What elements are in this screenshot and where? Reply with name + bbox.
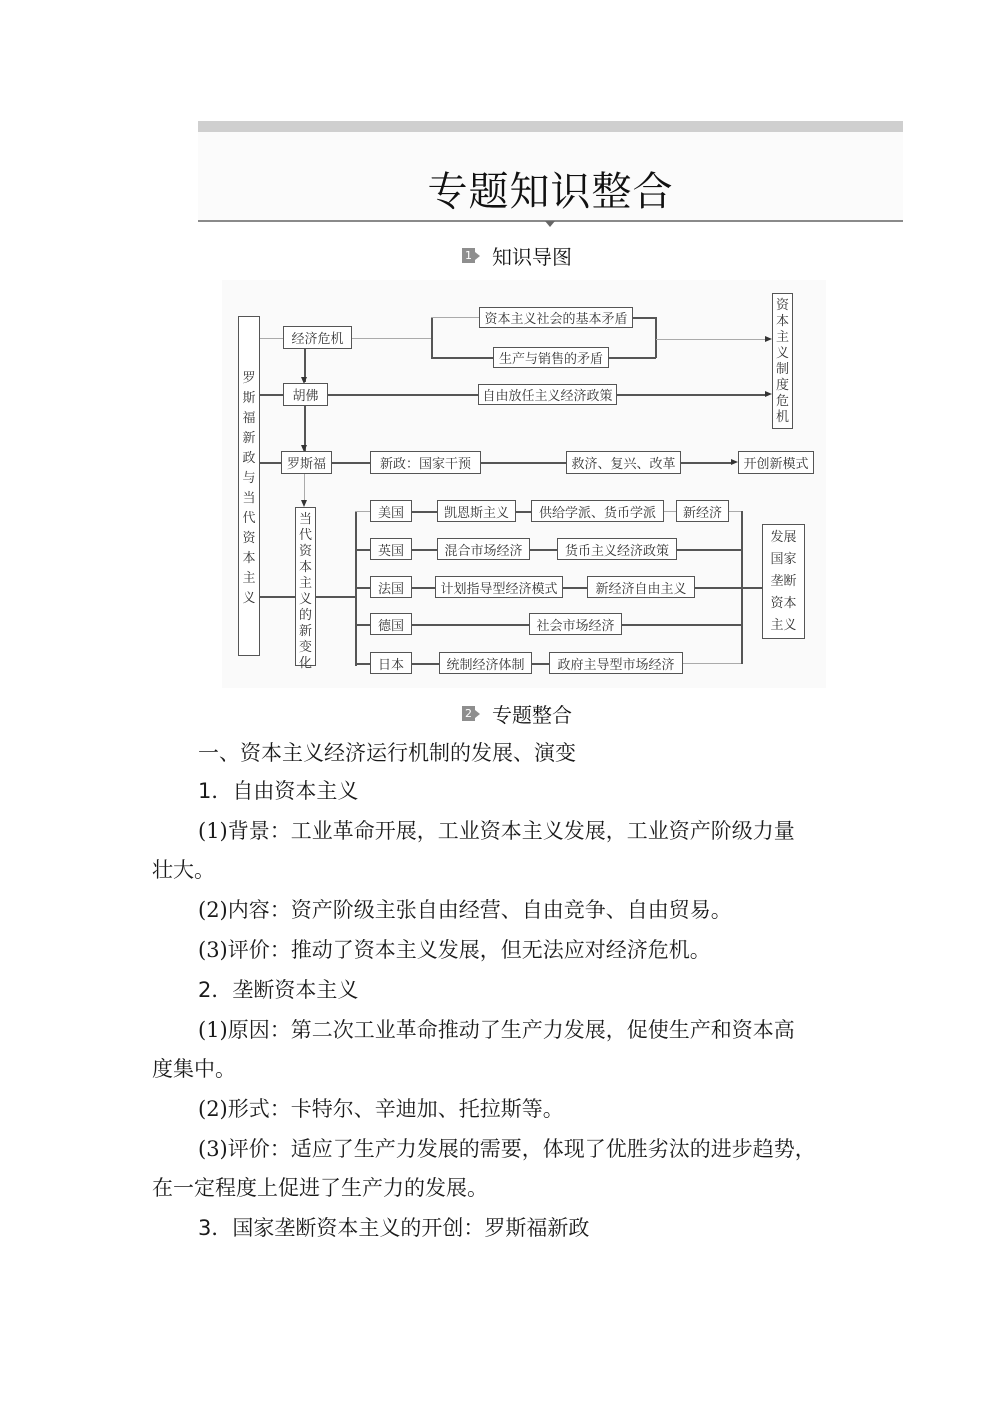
node-controlled-economy xyxy=(439,652,532,674)
arrow-down-icon xyxy=(301,500,307,507)
node-country-usa xyxy=(370,500,412,522)
node-state-monopoly-capitalism xyxy=(762,524,805,639)
node-label: 资本主义制度危机 xyxy=(776,298,790,425)
connector xyxy=(695,587,742,589)
connector xyxy=(260,394,284,396)
root-node-label: 罗斯福新政与当代资本主义 xyxy=(242,371,256,606)
node-label: 政府主导型市场经济 xyxy=(557,657,675,673)
connector xyxy=(563,587,587,589)
paragraph: (1)原因：第二次工业革命推动了生产力发展，促使生产和资本高 xyxy=(198,1018,795,1042)
connector xyxy=(412,663,439,665)
section-number-badge-icon: 2 xyxy=(462,706,475,721)
node-label: 统制经济体制 xyxy=(446,657,525,673)
connector xyxy=(681,462,731,464)
node-new-model xyxy=(738,451,814,474)
node-basic-contradiction xyxy=(479,307,633,328)
connector xyxy=(677,549,742,551)
node-label: 日本 xyxy=(377,657,404,673)
paragraph: 壮大。 xyxy=(152,858,215,882)
section-label: 专题整合 xyxy=(492,703,572,727)
part-heading: 一、资本主义经济运行机制的发展、演变 xyxy=(198,741,576,765)
connector xyxy=(481,462,566,464)
paragraph: 度集中。 xyxy=(152,1057,236,1081)
node-label: 新经济 xyxy=(682,505,722,521)
arrow-right-icon xyxy=(731,459,738,465)
section-heading-knowledge-map xyxy=(462,241,572,270)
node-label: 生产与销售的矛盾 xyxy=(498,352,603,367)
node-roosevelt xyxy=(281,451,332,474)
connector xyxy=(355,511,371,512)
knowledge-map-diagram xyxy=(222,280,826,688)
node-supply-monetarist xyxy=(531,500,664,522)
connector xyxy=(431,317,479,318)
connector xyxy=(355,663,370,665)
section-heading-topic-integration xyxy=(462,699,572,728)
connector xyxy=(352,338,431,339)
connector xyxy=(617,394,765,396)
node-label: 社会市场经济 xyxy=(536,618,615,634)
connector xyxy=(412,624,529,626)
connector xyxy=(260,338,284,339)
node-label: 新政：国家干预 xyxy=(379,457,471,472)
connector xyxy=(355,624,370,626)
node-label: 开创新模式 xyxy=(743,457,809,472)
node-country-japan xyxy=(370,652,412,674)
root-node xyxy=(238,316,260,656)
connector xyxy=(683,663,742,664)
node-label: 凯恩斯主义 xyxy=(443,505,509,521)
connector xyxy=(532,663,549,665)
connector xyxy=(656,339,765,340)
connector xyxy=(355,511,357,666)
node-label: 救济、复兴、改革 xyxy=(571,457,676,472)
node-label: 自由放任主义经济政策 xyxy=(482,389,613,404)
node-relief-recovery-reform xyxy=(566,451,681,474)
connector xyxy=(622,624,742,626)
node-label: 英国 xyxy=(377,543,404,559)
connector xyxy=(412,511,437,513)
connector xyxy=(431,357,493,359)
node-label: 法国 xyxy=(377,581,404,597)
node-laissez-faire xyxy=(478,384,617,405)
connector xyxy=(355,587,370,589)
node-label: 供给学派、货币学派 xyxy=(538,505,656,521)
node-production-sales-contradiction xyxy=(493,347,609,368)
connector xyxy=(332,462,370,464)
arrow-right-icon xyxy=(765,336,772,342)
paragraph: (2)内容：资产阶级主张自由经营、自由竞争、自由贸易。 xyxy=(198,898,732,922)
node-contemporary-changes xyxy=(295,507,316,671)
node-planned-guidance xyxy=(435,576,563,598)
node-country-germany xyxy=(370,613,412,635)
paragraph: 在一定程度上促进了生产力的发展。 xyxy=(152,1176,488,1200)
paragraph: (1)背景：工业革命开展，工业资本主义发展，工业资产阶级力量 xyxy=(198,819,795,843)
connector xyxy=(742,587,762,589)
node-monetarist-policy xyxy=(557,538,677,560)
node-label: 发展国家垄断资本主义 xyxy=(770,529,797,633)
subsection-heading-1: 1．自由资本主义 xyxy=(198,779,359,803)
connector xyxy=(260,462,282,464)
node-country-uk xyxy=(370,538,412,560)
node-label: 混合市场经济 xyxy=(444,543,523,559)
node-government-led-market xyxy=(549,652,683,674)
divider-notch-icon xyxy=(545,221,555,227)
page-title: 专题知识整合 xyxy=(427,169,674,215)
node-new-deal xyxy=(370,451,481,474)
section-number-badge-icon: 1 xyxy=(462,248,475,263)
node-new-economy xyxy=(676,500,729,522)
paragraph: (3)评价：推动了资本主义发展，但无法应对经济危机。 xyxy=(198,938,711,962)
node-label: 美国 xyxy=(377,505,404,521)
node-label: 资本主义社会的基本矛盾 xyxy=(484,312,628,327)
connector xyxy=(530,549,557,551)
connector xyxy=(412,587,435,589)
node-label: 经济危机 xyxy=(291,332,344,347)
connector xyxy=(431,317,433,357)
section-label: 知识导图 xyxy=(492,245,572,269)
node-neoliberalism xyxy=(587,576,695,598)
node-economic-crisis xyxy=(283,326,352,349)
node-system-crisis xyxy=(772,293,793,429)
connector xyxy=(664,511,676,512)
connector xyxy=(412,549,437,551)
node-social-market xyxy=(529,613,622,635)
subsection-heading-2: 2．垄断资本主义 xyxy=(198,978,359,1002)
paragraph: (2)形式：卡特尔、辛迪加、托拉斯等。 xyxy=(198,1097,564,1121)
connector xyxy=(260,596,296,598)
connector xyxy=(355,549,370,551)
node-label: 当代资本主义的新变化 xyxy=(299,512,313,671)
node-label: 德国 xyxy=(377,618,404,634)
node-label: 计划指导型经济模式 xyxy=(440,581,558,597)
connector xyxy=(633,317,656,319)
connector xyxy=(316,596,356,598)
connector xyxy=(655,317,657,358)
connector xyxy=(516,511,531,513)
node-country-france xyxy=(370,576,412,598)
node-label: 新经济自由主义 xyxy=(595,581,687,597)
header-top-bar xyxy=(198,121,903,132)
node-label: 货币主义经济政策 xyxy=(564,543,669,559)
node-mixed-market xyxy=(437,538,530,560)
node-keynesianism xyxy=(437,500,516,522)
node-hoover xyxy=(283,383,328,406)
node-label: 罗斯福 xyxy=(286,457,326,472)
connector xyxy=(609,357,656,359)
arrow-right-icon xyxy=(765,391,772,397)
node-label: 胡佛 xyxy=(292,389,319,404)
paragraph: (3)评价：适应了生产力发展的需要，体现了优胜劣汰的进步趋势， xyxy=(198,1137,816,1161)
connector xyxy=(328,394,478,396)
subsection-heading-3: 3．国家垄断资本主义的开创：罗斯福新政 xyxy=(198,1216,590,1240)
